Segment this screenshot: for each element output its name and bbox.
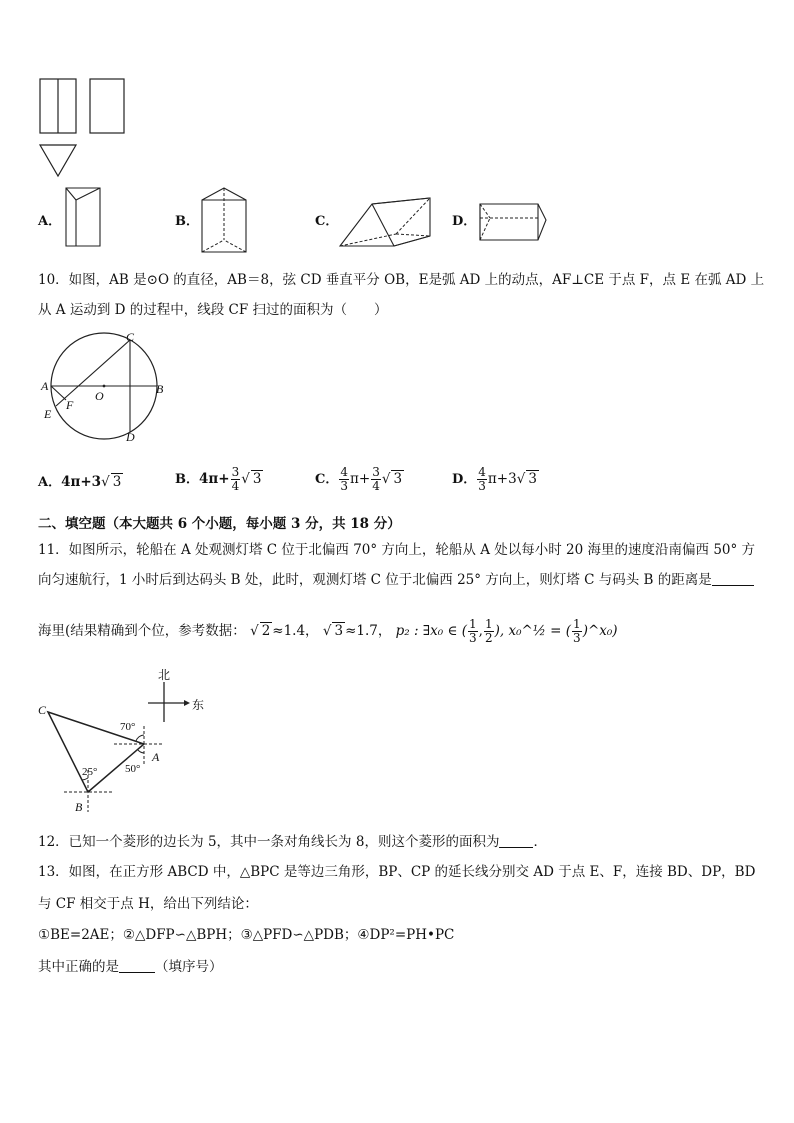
option-b-prism [198, 186, 258, 256]
option-a-prism [60, 186, 110, 252]
q11-line2: 向匀速航行，1 小时后到达码头 B 处，此时，观测灯塔 C 位于北偏西 25° 方向上，则灯塔 C 与码头 B 的距离是 [38, 570, 754, 590]
q10-line1: 10．如图，AB 是⊙O 的直径，AB＝8，弦 CD 垂直平分 OB，E是弧 AD 上的动点，AF⊥CE 于点 F，点 E 在弧 AD 上 [38, 272, 765, 288]
q13-line1: 13．如图，在正方形 ABCD 中，△BPC 是等边三角形，BP、CP 的延长线分别交 AD 于点 E、F，连接 BD、DP，BD [38, 864, 756, 880]
q10-option-d[interactable]: D． $\frac{4}{3}$ π+3√ 3 [452, 465, 537, 493]
q11-label-70: 70° [120, 721, 136, 733]
q10-option-c[interactable]: C． $\frac{4}{3}$ π+ $\frac{3}{4}$ √ 3 [315, 465, 403, 493]
q10-label-o: O [95, 389, 104, 403]
option-a-label[interactable]: A． [38, 214, 62, 229]
q10-label-c: C [126, 330, 135, 344]
q11-line3: 海里(结果精确到个位，参考数据： √ 2 ≈1.4， √ 3 ≈1.7， p₂ : ∃x₀ ∈ ( $\frac{1}{3}$ , $\frac{1}{2}$ ), x₀^½ = ( $\frac{1}{3}$ )^x₀) [38, 617, 618, 645]
option-c-label[interactable]: C． [315, 214, 339, 229]
q10-label-d: D [126, 430, 135, 444]
three-view-figure [36, 74, 166, 184]
section2-heading: 二、填空题（本大题共 6 个小题，每小题 3 分，共 18 分） [38, 516, 401, 532]
option-c-prism [336, 194, 436, 250]
option-b-label[interactable]: B． [175, 214, 199, 229]
q12-answer-blank[interactable] [499, 833, 533, 848]
q10-label-b: B [156, 382, 164, 396]
q10-option-a[interactable]: A．4π+3√ 3 [38, 474, 122, 490]
q11-label-25: 25° [82, 766, 98, 778]
q10-line2: 从 A 运动到 D 的过程中，线段 CF 扫过的面积为（ ） [38, 302, 388, 318]
q10-label-a: A [41, 379, 49, 393]
q11-label-50: 50° [125, 763, 141, 775]
q10-label-e: E [44, 407, 52, 421]
q10-label-f: F [66, 398, 74, 412]
q11-bearing-figure [36, 666, 236, 826]
q11-label-north: 北 [158, 668, 171, 682]
q11-label-east: 东 [192, 698, 205, 712]
q12-text: 12．已知一个菱形的边长为 5，其中一条对角线长为 8，则这个菱形的面积为 ． [38, 834, 547, 850]
q13-line4: 其中正确的是 （填序号） [38, 959, 223, 975]
q13-answer-blank[interactable] [119, 958, 155, 973]
q11-line1: 11．如图所示，轮船在 A 处观测灯塔 C 位于北偏西 70° 方向上，轮船从 A 处以每小时 20 海里的速度沿南偏西 50° 方 [38, 542, 756, 558]
q11-answer-blank[interactable] [712, 571, 754, 586]
option-d-prism [474, 200, 554, 246]
q11-label-c: C [38, 703, 47, 717]
q10-option-b[interactable]: B．4π+ $\frac{3}{4}$ √ 3 [175, 465, 262, 493]
q13-line2: 与 CF 相交于点 H，给出下列结论： [38, 896, 258, 912]
q13-line3: ①BE=2AE；②△DFP∽△BPH；③△PFD∽△PDB；④DP²=PH•PC [38, 927, 455, 943]
option-d-label[interactable]: D． [452, 214, 477, 229]
q11-label-b: B [75, 800, 83, 814]
q11-label-a: A [152, 750, 160, 764]
